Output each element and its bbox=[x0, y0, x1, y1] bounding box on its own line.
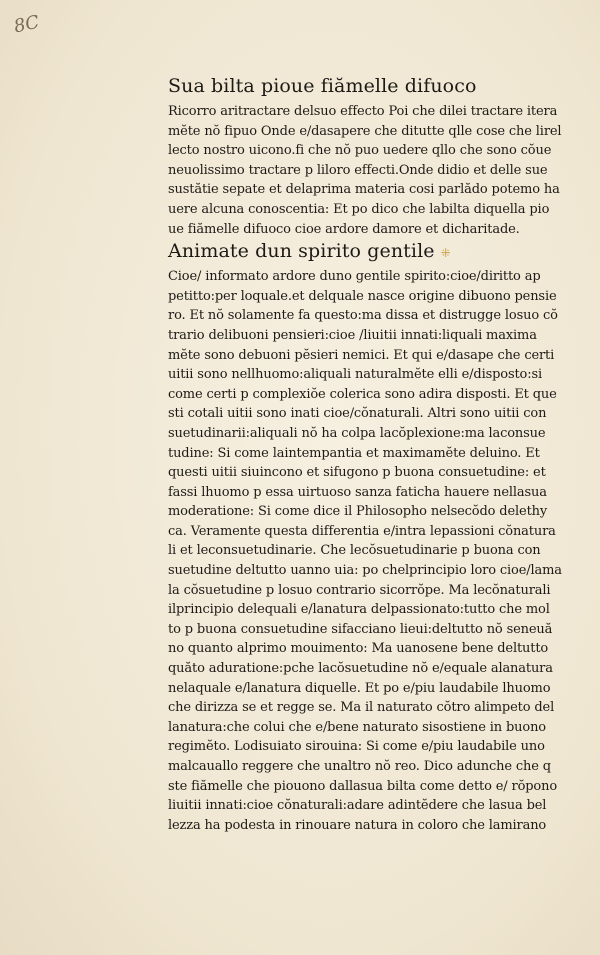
text-line: lanatura:che colui che e/bene naturato sisostiene in buono bbox=[168, 719, 546, 735]
text-line: regimĕto. Lodisuiato sirouina: Si come e/piu laudabile uno bbox=[168, 739, 545, 755]
text-line: moderatione: Si come dice il Philosopho nelsecŏdo delethy bbox=[168, 504, 548, 520]
text-line: che dirizza se et regge se. Ma il naturato cŏtro alimpeto del bbox=[168, 700, 555, 716]
text-block bbox=[168, 74, 563, 835]
text-line: no quanto alprimo mouimento: Ma uanosene bene deltutto bbox=[168, 641, 549, 657]
text-line: sustătie sepate et delaprima materia cosi parlădo potemo ha bbox=[168, 182, 560, 198]
text-line: suetudine deltutto uanno uia: po chelprincipio loro cioe/lama bbox=[168, 563, 562, 579]
text-line: tudine: Si come laintempantia et maximamĕte deluino. Et bbox=[168, 445, 540, 461]
text-line: fassi lhuomo p essa uirtuoso sanza faticha hauere nellasua bbox=[168, 484, 547, 500]
text-line: Cioe/ informato ardore duno gentile spirito:cioe/diritto ap bbox=[168, 269, 541, 285]
text-line: quăto aduratione:pche lacŏsuetudine nŏ e/equale alanatura bbox=[168, 661, 553, 677]
paragraph-2 bbox=[168, 267, 563, 835]
paragraph-1 bbox=[168, 102, 563, 239]
text-line: neuolissimo tractare p liloro effecti.Onde didio et delle sue bbox=[168, 162, 548, 178]
text-line: lecto nostro uicono.fi che nŏ puo uedere qllo che sono cŏue bbox=[168, 143, 552, 159]
text-line: nelaquale e/lanatura diquelle. Et po e/piu laudabile lhuomo bbox=[168, 680, 551, 696]
text-line: malcauallo reggere che unaltro nŏ reo. Dico adunche che q bbox=[168, 759, 551, 774]
text-line: ue fiămelle difuoco cioe ardore damore et dicharitade. bbox=[168, 221, 520, 237]
text-line: come certi p complexiŏe colerica sono adira disposti. Et que bbox=[168, 386, 557, 402]
text-line: lezza ha podesta in rinouare natura in coloro che lamirano bbox=[168, 817, 547, 833]
folio-number: 8C bbox=[12, 11, 42, 38]
text-line: uitii sono nellhuomo:aliquali naturalmĕte elli e/disposto:si bbox=[168, 367, 542, 383]
text-line: to p buona consuetudine sifacciano lieui:deltutto nŏ seneuă bbox=[168, 621, 553, 637]
text-line: Ricorro aritractare delsuo effecto Poi che dilei tractare itera bbox=[168, 104, 558, 119]
text-line: questi uitii siuincono et sifugono p buona consuetudine: et bbox=[168, 465, 546, 481]
text-line: ste fiămelle che piouono dallasua bilta come detto e/ rŏpono bbox=[168, 778, 558, 794]
text-line: ro. Et nŏ solamente fa questo:ma dissa et distrugge losuo cŏ bbox=[168, 308, 558, 324]
text-line: ca. Veramente questa differentia e/intra lepassioni cŏnatura bbox=[168, 523, 556, 539]
text-line: mĕte sono debuoni pĕsieri nemici. Et qui e/dasape che certi bbox=[168, 347, 555, 363]
section-heading-2-text: Animate dun spirito gentile bbox=[168, 240, 435, 263]
text-line: la cŏsuetudine p losuo contrario sicorrŏpe. Ma lecŏnaturali bbox=[168, 582, 551, 598]
text-line: trario delibuoni pensieri:cioe /liuitii innati:liquali maxima bbox=[168, 327, 537, 343]
text-line: liuitii innati:cioe cŏnaturali:adare adintĕdere che lasua bel bbox=[168, 798, 547, 814]
text-line: petitto:per loquale.et delquale nasce origine dibuono pensie bbox=[168, 288, 557, 304]
text-line: suetudinarii:aliquali nŏ ha colpa lacŏplexione:ma laconsue bbox=[168, 425, 546, 441]
text-line: li et leconsuetudinarie. Che lecŏsuetudinarie p buona con bbox=[168, 543, 541, 559]
text-line: ilprincipio delequali e/lanatura delpassionato:tutto che mol bbox=[168, 602, 550, 618]
text-line: mĕte nŏ fipuo Onde e/dasapere che ditutte qlle cose che lirel bbox=[168, 123, 562, 139]
section-heading-2 bbox=[168, 239, 563, 265]
text-line: uere alcuna conoscentia: Et po dico che labilta diquella pio bbox=[168, 201, 550, 217]
text-line: sti cotali uitii sono inati cioe/cŏnaturali. Altri sono uitii con bbox=[168, 406, 547, 422]
section-heading-1: Sua bilta pioue fiămelle difuoco bbox=[168, 75, 477, 97]
fleuron-ornament-icon: ⁜ bbox=[440, 246, 451, 261]
